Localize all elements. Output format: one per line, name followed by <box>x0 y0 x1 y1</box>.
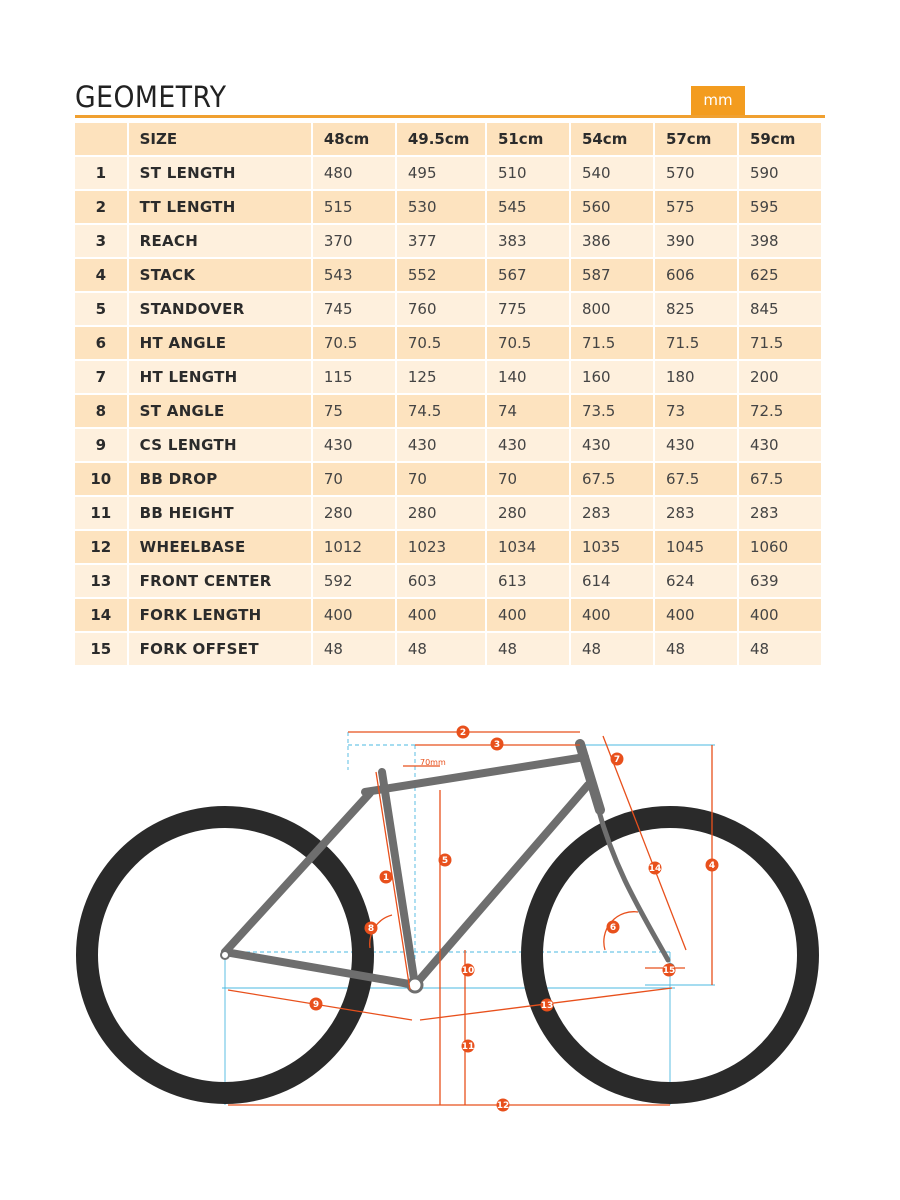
table-cell: 592 <box>313 565 395 597</box>
table-row <box>75 293 821 325</box>
row-label: STACK <box>129 259 311 291</box>
table-cell: 48 <box>571 633 653 665</box>
table-cell: 590 <box>739 157 821 189</box>
standover-note: 70mm <box>420 758 446 767</box>
table-cell: 400 <box>571 599 653 631</box>
table-cell: 775 <box>487 293 569 325</box>
table-cell: 613 <box>487 565 569 597</box>
row-number: 9 <box>75 429 127 461</box>
table-cell: 430 <box>655 429 737 461</box>
svg-text:8: 8 <box>367 924 375 934</box>
svg-text:4: 4 <box>708 861 716 871</box>
marker-11 <box>462 1040 475 1053</box>
title-underline <box>75 115 825 118</box>
table-cell: 400 <box>739 599 821 631</box>
row-label: TT LENGTH <box>129 191 311 223</box>
row-number: 2 <box>75 191 127 223</box>
table-row <box>75 157 821 189</box>
table-cell: 545 <box>487 191 569 223</box>
table-cell: 73 <box>655 395 737 427</box>
table-cell: 377 <box>397 225 485 257</box>
table-cell: 72.5 <box>739 395 821 427</box>
row-number: 10 <box>75 463 127 495</box>
table-row <box>75 463 821 495</box>
header-size-48: 48cm <box>313 123 395 155</box>
table-cell: 603 <box>397 565 485 597</box>
svg-text:15: 15 <box>662 966 676 976</box>
table-row <box>75 531 821 563</box>
table-cell: 540 <box>571 157 653 189</box>
header-size-51: 51cm <box>487 123 569 155</box>
marker-8 <box>365 922 378 935</box>
table-cell: 530 <box>397 191 485 223</box>
table-cell: 624 <box>655 565 737 597</box>
table-cell: 1034 <box>487 531 569 563</box>
row-number: 7 <box>75 361 127 393</box>
table-cell: 386 <box>571 225 653 257</box>
table-cell: 800 <box>571 293 653 325</box>
row-label: FORK OFFSET <box>129 633 311 665</box>
table-cell: 1035 <box>571 531 653 563</box>
table-cell: 71.5 <box>739 327 821 359</box>
row-label: STANDOVER <box>129 293 311 325</box>
table-cell: 115 <box>313 361 395 393</box>
marker-3 <box>491 738 504 751</box>
table-cell: 125 <box>397 361 485 393</box>
table-cell: 1023 <box>397 531 485 563</box>
table-cell: 495 <box>397 157 485 189</box>
table-row <box>75 259 821 291</box>
table-cell: 70 <box>313 463 395 495</box>
header-size-59: 59cm <box>739 123 821 155</box>
table-row <box>75 497 821 529</box>
table-cell: 140 <box>487 361 569 393</box>
table-cell: 200 <box>739 361 821 393</box>
bike-geometry-diagram <box>0 690 900 1200</box>
marker-4 <box>706 859 719 872</box>
table-cell: 606 <box>655 259 737 291</box>
row-number: 8 <box>75 395 127 427</box>
table-cell: 430 <box>739 429 821 461</box>
row-label: HT ANGLE <box>129 327 311 359</box>
table-cell: 283 <box>571 497 653 529</box>
table-row <box>75 395 821 427</box>
table-cell: 845 <box>739 293 821 325</box>
table-cell: 70.5 <box>397 327 485 359</box>
table-cell: 70 <box>487 463 569 495</box>
table-cell: 430 <box>571 429 653 461</box>
row-number: 12 <box>75 531 127 563</box>
table-cell: 67.5 <box>739 463 821 495</box>
table-cell: 74 <box>487 395 569 427</box>
table-cell: 283 <box>655 497 737 529</box>
row-label: BB DROP <box>129 463 311 495</box>
table-cell: 587 <box>571 259 653 291</box>
table-cell: 75 <box>313 395 395 427</box>
row-number: 3 <box>75 225 127 257</box>
marker-5 <box>439 854 452 867</box>
table-cell: 160 <box>571 361 653 393</box>
marker-2 <box>457 726 470 739</box>
table-row <box>75 565 821 597</box>
table-cell: 180 <box>655 361 737 393</box>
table-row <box>75 599 821 631</box>
row-number: 6 <box>75 327 127 359</box>
table-cell: 625 <box>739 259 821 291</box>
table-cell: 74.5 <box>397 395 485 427</box>
table-cell: 430 <box>313 429 395 461</box>
marker-9 <box>310 998 323 1011</box>
marker-10 <box>462 964 475 977</box>
table-cell: 1045 <box>655 531 737 563</box>
table-cell: 67.5 <box>655 463 737 495</box>
table-cell: 552 <box>397 259 485 291</box>
rear-axle <box>221 951 229 959</box>
table-cell: 745 <box>313 293 395 325</box>
header-size-57: 57cm <box>655 123 737 155</box>
table-cell: 71.5 <box>655 327 737 359</box>
table-row <box>75 429 821 461</box>
table-cell: 390 <box>655 225 737 257</box>
table-cell: 48 <box>313 633 395 665</box>
row-number: 5 <box>75 293 127 325</box>
table-cell: 1060 <box>739 531 821 563</box>
table-cell: 430 <box>487 429 569 461</box>
svg-text:11: 11 <box>461 1042 475 1052</box>
table-cell: 398 <box>739 225 821 257</box>
table-row <box>75 191 821 223</box>
svg-text:7: 7 <box>613 755 621 765</box>
marker-1 <box>380 871 393 884</box>
table-cell: 560 <box>571 191 653 223</box>
svg-text:12: 12 <box>496 1101 510 1111</box>
marker-7 <box>611 753 624 766</box>
table-cell: 48 <box>655 633 737 665</box>
header-size-49-5: 49.5cm <box>397 123 485 155</box>
table-cell: 370 <box>313 225 395 257</box>
table-cell: 70.5 <box>313 327 395 359</box>
marker-12 <box>497 1099 510 1112</box>
marker-6 <box>607 921 620 934</box>
row-number: 14 <box>75 599 127 631</box>
table-cell: 1012 <box>313 531 395 563</box>
row-label: WHEELBASE <box>129 531 311 563</box>
table-row <box>75 327 821 359</box>
table-cell: 71.5 <box>571 327 653 359</box>
table-cell: 70 <box>397 463 485 495</box>
header-size-54: 54cm <box>571 123 653 155</box>
table-cell: 510 <box>487 157 569 189</box>
table-cell: 575 <box>655 191 737 223</box>
marker-14 <box>649 862 662 875</box>
svg-text:14: 14 <box>648 864 662 874</box>
table-cell: 567 <box>487 259 569 291</box>
svg-text:1: 1 <box>382 873 390 883</box>
row-number: 15 <box>75 633 127 665</box>
svg-text:5: 5 <box>441 856 449 866</box>
table-cell: 67.5 <box>571 463 653 495</box>
page-title: GEOMETRY <box>75 80 227 114</box>
row-label: REACH <box>129 225 311 257</box>
row-number: 4 <box>75 259 127 291</box>
row-label: FORK LENGTH <box>129 599 311 631</box>
row-number: 13 <box>75 565 127 597</box>
table-cell: 400 <box>487 599 569 631</box>
table-body <box>75 157 821 665</box>
table-cell: 614 <box>571 565 653 597</box>
table-row <box>75 633 821 665</box>
table-cell: 48 <box>397 633 485 665</box>
header-num <box>75 123 127 155</box>
unit-badge: mm <box>691 86 745 115</box>
table-cell: 760 <box>397 293 485 325</box>
svg-text:6: 6 <box>609 923 617 933</box>
row-number: 11 <box>75 497 127 529</box>
table-cell: 70.5 <box>487 327 569 359</box>
marker-15 <box>663 964 676 977</box>
svg-text:2: 2 <box>459 728 467 738</box>
table-cell: 383 <box>487 225 569 257</box>
table-cell: 570 <box>655 157 737 189</box>
row-label: FRONT CENTER <box>129 565 311 597</box>
table-cell: 595 <box>739 191 821 223</box>
row-number: 1 <box>75 157 127 189</box>
table-cell: 825 <box>655 293 737 325</box>
svg-text:3: 3 <box>493 740 501 750</box>
table-cell: 283 <box>739 497 821 529</box>
table-cell: 480 <box>313 157 395 189</box>
table-cell: 400 <box>313 599 395 631</box>
row-label: HT LENGTH <box>129 361 311 393</box>
table-cell: 280 <box>313 497 395 529</box>
row-label: ST ANGLE <box>129 395 311 427</box>
table-row <box>75 225 821 257</box>
table-cell: 400 <box>397 599 485 631</box>
table-cell: 48 <box>739 633 821 665</box>
table-cell: 430 <box>397 429 485 461</box>
table-cell: 400 <box>655 599 737 631</box>
table-cell: 639 <box>739 565 821 597</box>
svg-text:10: 10 <box>461 966 475 976</box>
table-header-row <box>75 123 821 155</box>
table-cell: 280 <box>397 497 485 529</box>
row-label: CS LENGTH <box>129 429 311 461</box>
svg-text:13: 13 <box>540 1001 554 1011</box>
geometry-table <box>73 121 823 667</box>
table-cell: 280 <box>487 497 569 529</box>
table-cell: 48 <box>487 633 569 665</box>
svg-text:9: 9 <box>312 1000 320 1010</box>
bike-frame <box>225 744 600 985</box>
table-cell: 543 <box>313 259 395 291</box>
header-size: SIZE <box>129 123 311 155</box>
table-cell: 515 <box>313 191 395 223</box>
row-label: ST LENGTH <box>129 157 311 189</box>
table-row <box>75 361 821 393</box>
marker-13 <box>541 999 554 1012</box>
table-cell: 73.5 <box>571 395 653 427</box>
row-label: BB HEIGHT <box>129 497 311 529</box>
